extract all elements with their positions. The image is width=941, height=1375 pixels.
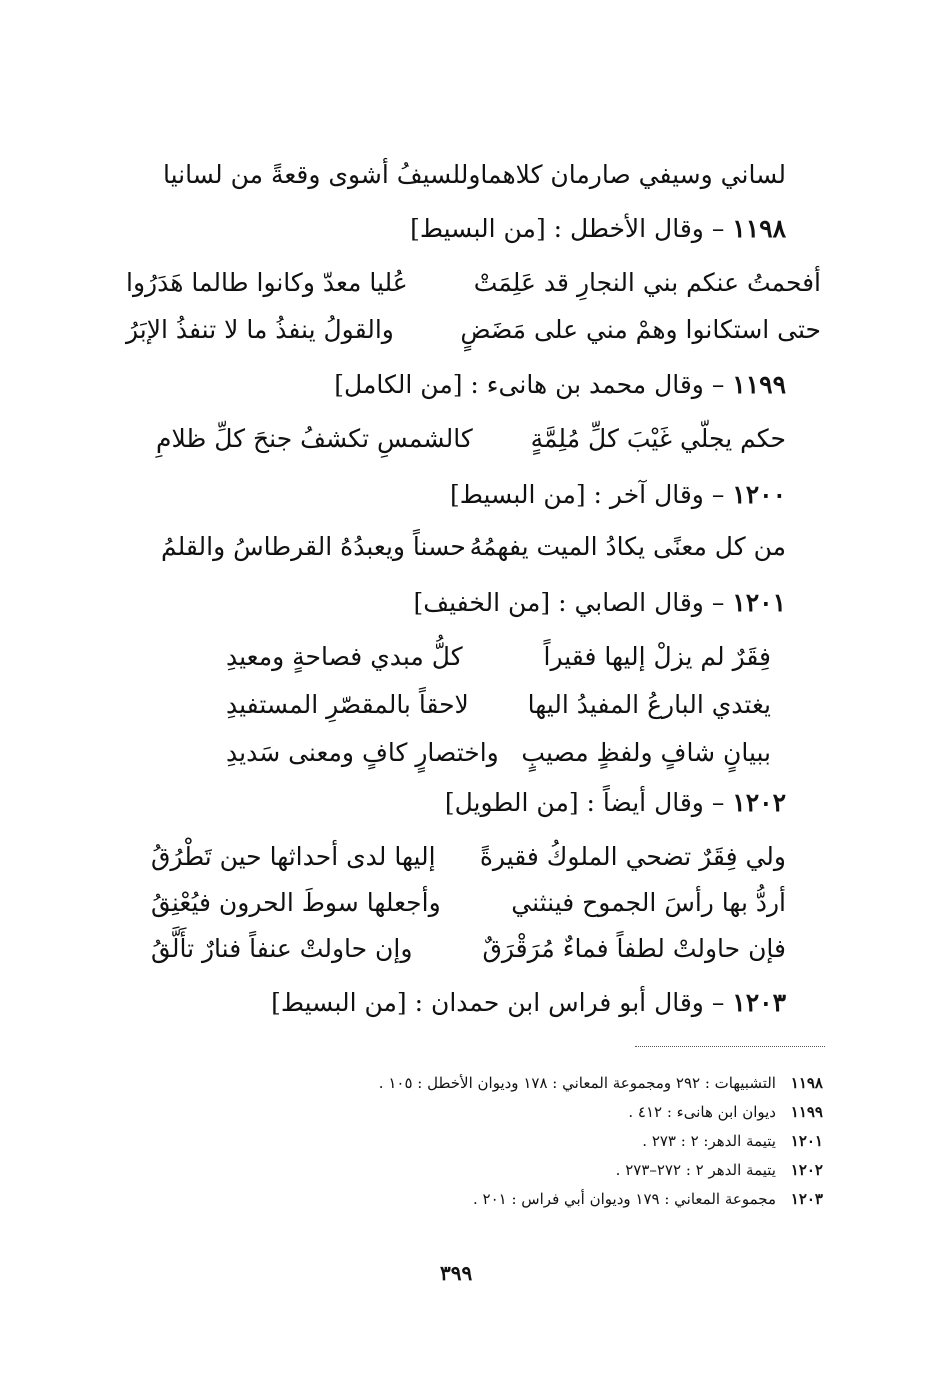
poem-number: ١١٩٩: [732, 370, 786, 399]
footnote-number: ١٢٠٣: [790, 1190, 823, 1208]
verse-second-hemistich: والقولُ ينفذُ ما لا تنفذُ الإبَرُ: [126, 315, 394, 344]
verse-first-hemistich: أفحمتُ عنكم بني النجارِ قد عَلِمَتْ: [473, 268, 821, 297]
verse-line: [151, 932, 786, 966]
footnote: [473, 1188, 823, 1210]
footnote-text: مجموعة المعاني : ١٧٩ وديوان أبي فراس : ٢٠١ .: [473, 1190, 776, 1208]
verse-second-hemistich: كالشمسِ تكشفُ جنحَ كلِّ ظلامِ: [156, 424, 473, 453]
poem-attribution: – وقال الصابي : [من الخفيف]: [413, 588, 725, 617]
footnote: [616, 1159, 823, 1181]
verse-second-hemistich: وإن حاولتْ عنفاً فنارٌ تأَلَّقُ: [151, 934, 413, 963]
poem-number: ١٢٠٣: [732, 988, 786, 1017]
footnote-text: يتيمة الدهر: ٢ : ٢٧٣ .: [642, 1132, 776, 1150]
poem-heading: [410, 212, 786, 246]
verse-second-hemistich: حسناً ويعبدُهُ القرطاسُ والقلمُ: [161, 532, 466, 561]
verse-second-hemistich: إليها لدى أحداثها حين تَطْرُقُ: [151, 842, 436, 871]
verse-second-hemistich: لاحقاً بالمقصّرِ المستفيدِ: [226, 690, 469, 719]
poem-number: ١١٩٨: [732, 214, 786, 243]
footnote: [628, 1101, 823, 1123]
footnote: [379, 1072, 823, 1094]
footnote-number: ١١٩٩: [790, 1103, 823, 1121]
verse-second-hemistich: وأجعلها سوطَ الحرون فيُعْنِقُ: [151, 888, 441, 917]
poem-heading: [414, 586, 787, 620]
poem-heading: [271, 986, 786, 1020]
footnote-number: ١١٩٨: [790, 1074, 823, 1092]
poem-attribution: – وقال أيضاً : [من الطويل]: [444, 788, 725, 817]
poem-heading: [450, 478, 786, 512]
footnote-text: يتيمة الدهر ٢ : ٢٧٢–٢٧٣ .: [615, 1161, 776, 1179]
verse-line: [126, 266, 821, 300]
footnote-number: ١٢٠١: [790, 1132, 823, 1150]
verse-line: [226, 640, 771, 674]
verse-first-hemistich: من كل معنًى يكادُ الميت يفهمُهُ: [469, 532, 786, 561]
poem-number: ١٢٠٢: [732, 788, 786, 817]
verse-first-hemistich: لساني وسيفي صارمان كلاهما: [480, 160, 786, 189]
verse-first-hemistich: فِقَرٌ لم يزلْ إليها فقيراً: [543, 642, 771, 671]
footnote-number: ١٢٠٢: [790, 1161, 823, 1179]
footnote-text: ديوان ابن هانىء : ٤١٢ .: [628, 1103, 776, 1121]
verse-second-hemistich: وللسيفُ أشوى وقعةً من لسانيا: [162, 160, 481, 189]
verse-first-hemistich: ولي فِقَرٌ تضحي الملوكُ فقيرةً: [479, 842, 786, 871]
footnote: [642, 1130, 823, 1152]
verse-first-hemistich: حتى استكانوا وهمْ مني على مَضَضٍ: [460, 315, 821, 344]
poem-heading: [445, 786, 786, 820]
verse-line: [162, 158, 786, 192]
poem-heading: [334, 368, 786, 402]
poem-attribution: – وقال أبو فراس ابن حمدان : [من البسيط]: [271, 988, 725, 1017]
verse-first-hemistich: يغتدي البارعُ المفيدُ اليها: [527, 690, 771, 719]
footnote-separator: [635, 1046, 825, 1047]
footnote-text: التشبيهات : ٢٩٢ ومجموعة المعاني : ١٧٨ وديوان الأخطل : ١٠٥ .: [378, 1074, 776, 1092]
verse-first-hemistich: فإن حاولتْ لطفاً فماءٌ مُرَقْرَقٌ: [482, 934, 786, 963]
verse-line: [161, 530, 786, 564]
page-number: ٣٩٩: [440, 1261, 473, 1285]
verse-second-hemistich: عُليا معدّ وكانوا طالما هَدَرُوا: [126, 268, 408, 297]
verse-line: [156, 422, 786, 456]
verse-second-hemistich: كلُّ مبدي فصاحةٍ ومعيدِ: [226, 642, 463, 671]
verse-line: [126, 313, 821, 347]
verse-line: [151, 886, 786, 920]
verse-line: [151, 840, 786, 874]
poem-number: ١٢٠١: [732, 588, 786, 617]
verse-line: [226, 688, 771, 722]
verse-second-hemistich: واختصارٍ كافٍ ومعنى سَديدِ: [226, 738, 499, 767]
verse-line: [226, 736, 771, 770]
poem-attribution: – وقال محمد بن هانىء : [من الكامل]: [334, 370, 725, 399]
poem-number: ١٢٠٠: [732, 480, 786, 509]
poem-attribution: – وقال الأخطل : [من البسيط]: [410, 214, 725, 243]
poem-attribution: – وقال آخر : [من البسيط]: [450, 480, 725, 509]
verse-first-hemistich: ببيانٍ شافٍ ولفظٍ مصيبٍ: [521, 738, 771, 767]
verse-first-hemistich: أردُّ بها رأسَ الجموح فينثني: [511, 888, 786, 917]
verse-first-hemistich: حكم يجلّي غَيْبَ كلِّ مُلِمَّةٍ: [530, 424, 786, 453]
